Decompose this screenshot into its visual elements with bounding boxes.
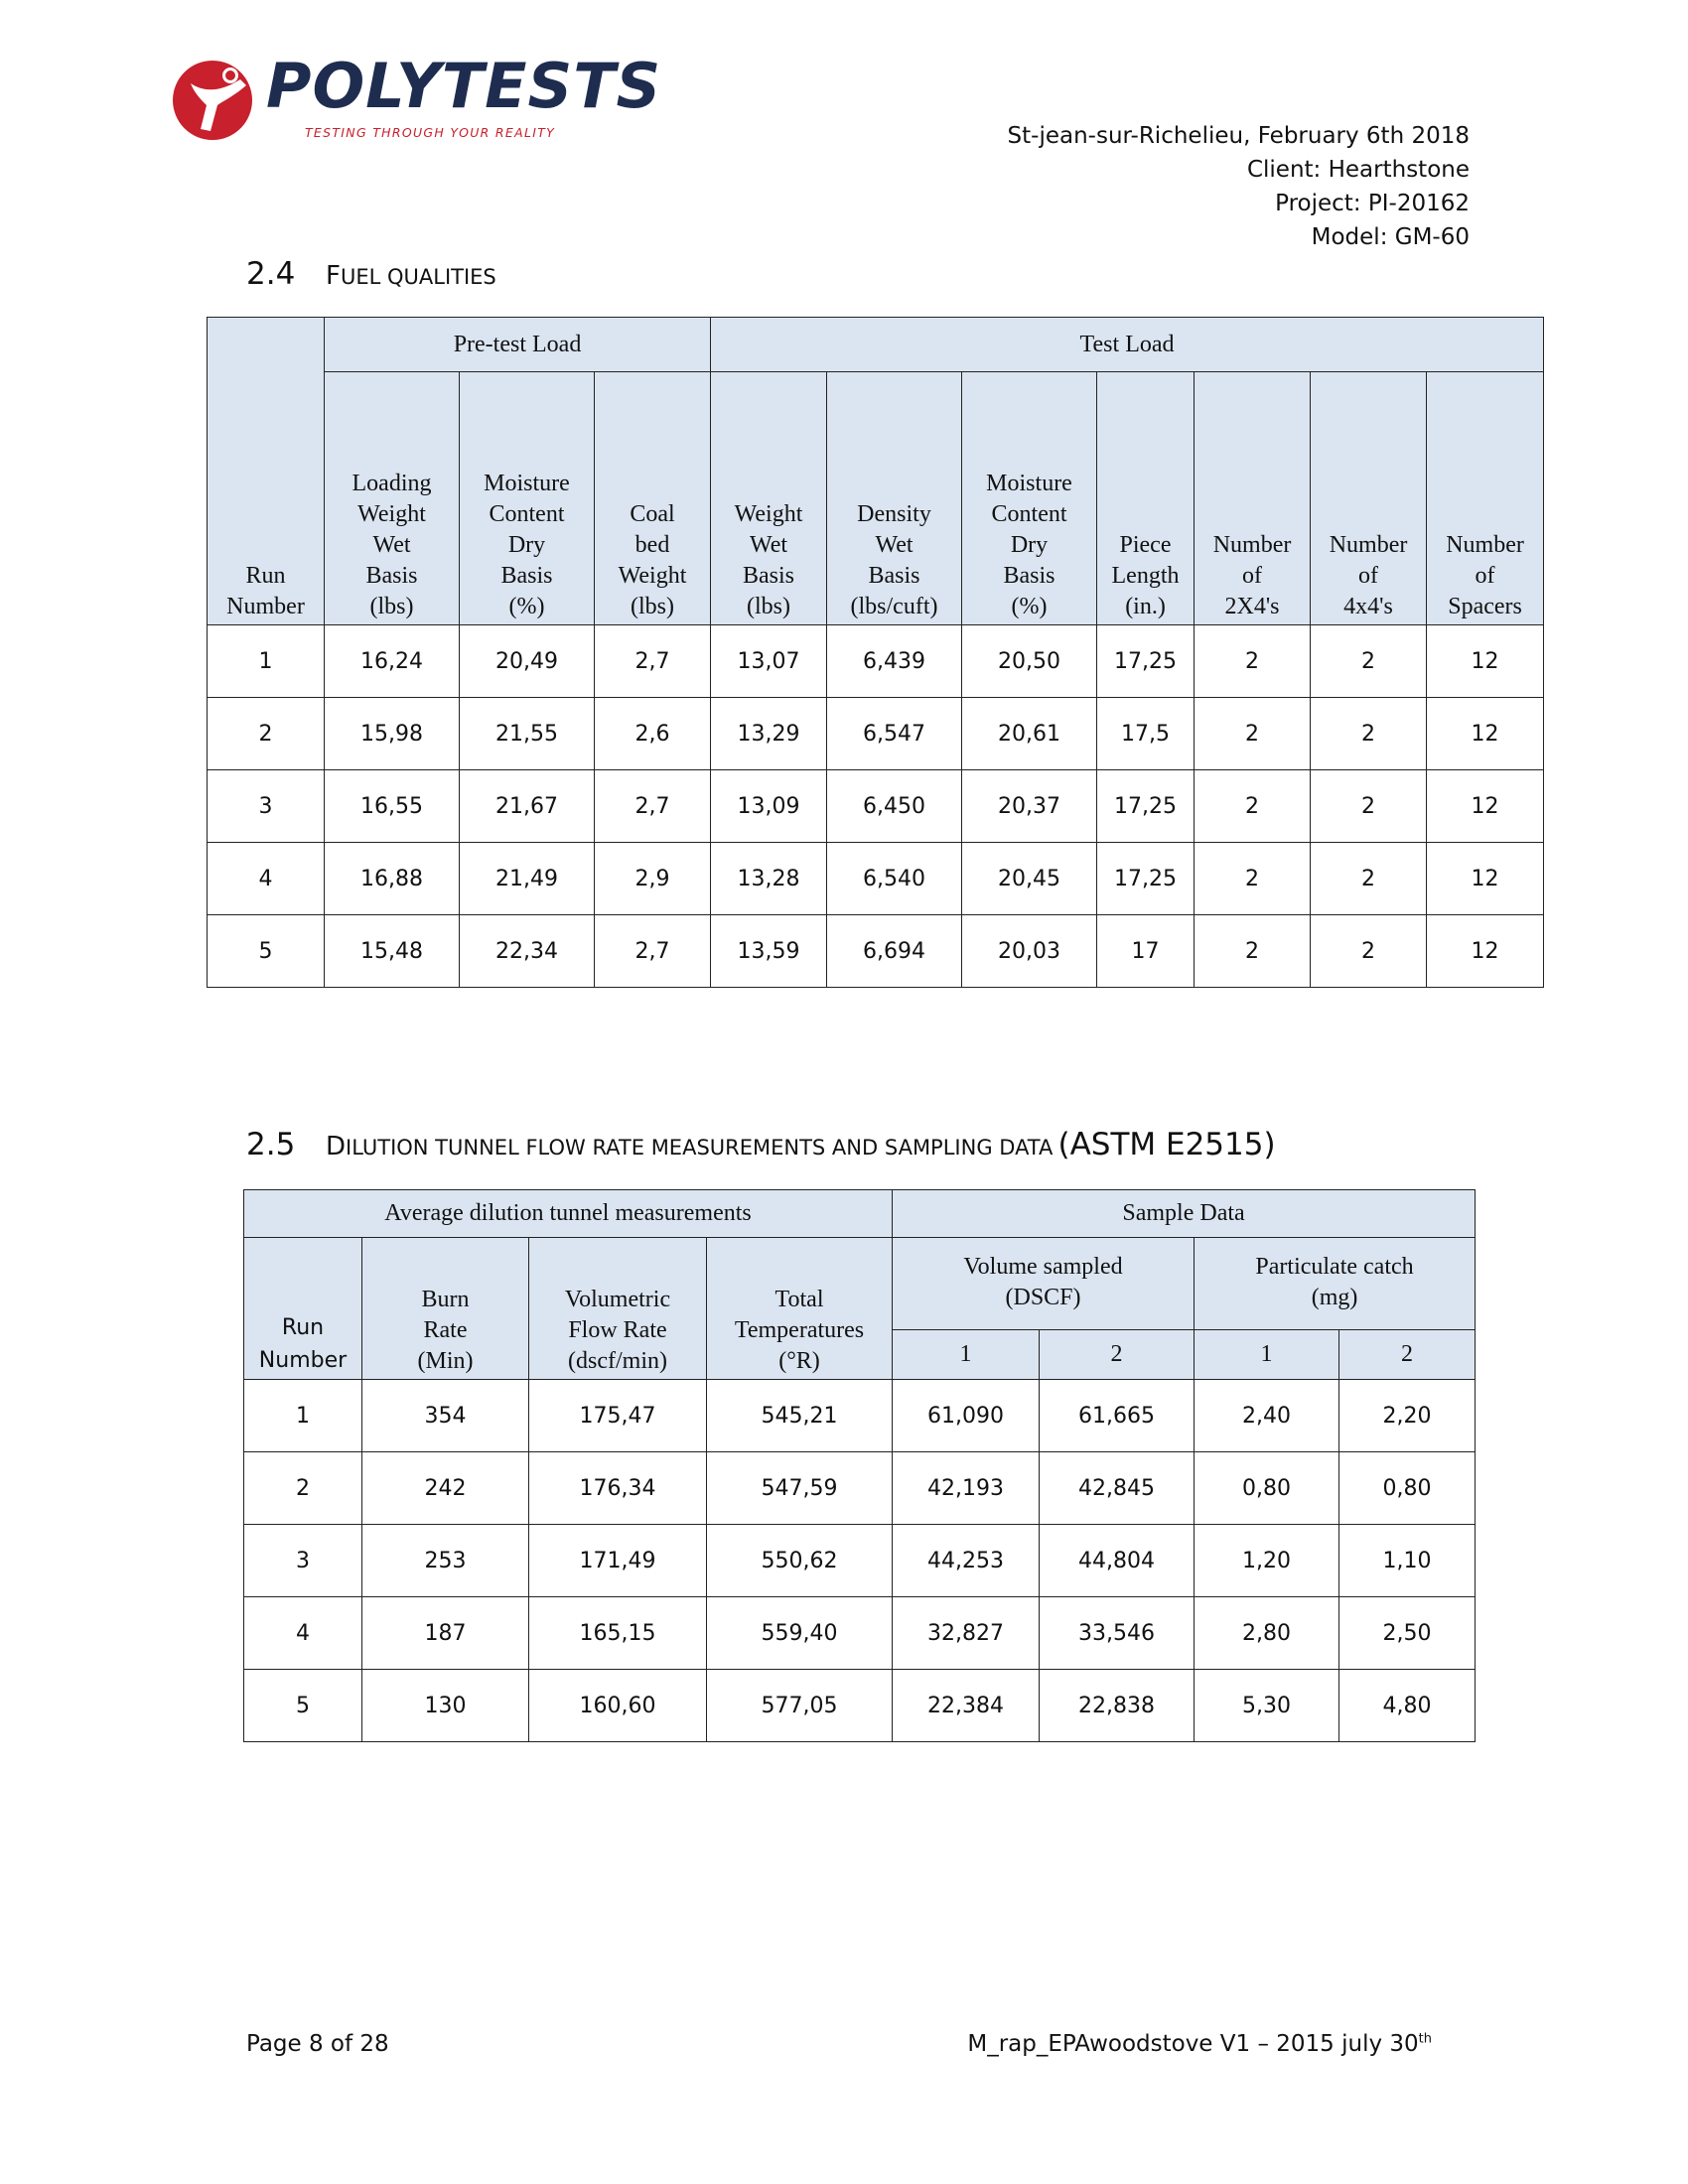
- table-cell: 2: [1311, 843, 1427, 915]
- table-cell: 20,03: [962, 915, 1097, 988]
- subcolumn-header: 2: [1339, 1330, 1476, 1380]
- table-cell: 44,804: [1040, 1525, 1195, 1597]
- table-cell: 2: [1195, 843, 1311, 915]
- section-title-initial: D: [326, 1132, 347, 1161]
- table-cell: 2: [1311, 770, 1427, 843]
- table-cell: 6,694: [827, 915, 962, 988]
- table-row: [244, 1525, 1476, 1597]
- table-row: [244, 1452, 1476, 1525]
- table-cell: 16,88: [325, 843, 460, 915]
- table-cell: 61,090: [893, 1380, 1040, 1452]
- table-cell: 2,40: [1195, 1380, 1339, 1452]
- table-cell: 5: [244, 1670, 362, 1742]
- table-cell: 2,9: [595, 843, 711, 915]
- dilution-tunnel-table: [243, 1189, 1476, 1742]
- table-row: [208, 915, 1544, 988]
- table-cell: 559,40: [707, 1597, 893, 1670]
- table-cell: 2: [1311, 625, 1427, 698]
- polytests-logo: [171, 50, 662, 145]
- column-header-volume-sampled: Volume sampled (DSCF): [893, 1238, 1195, 1330]
- section-title-dilution-tunnel: [246, 1127, 1276, 1162]
- column-header: Number of Spacers: [1427, 372, 1544, 625]
- table-row: [208, 770, 1544, 843]
- table-cell: 2,7: [595, 915, 711, 988]
- model-label: Model: GM-60: [1311, 224, 1470, 250]
- table-cell: 5,30: [1195, 1670, 1339, 1742]
- table-cell: 4: [208, 843, 325, 915]
- subcolumn-header: 1: [893, 1330, 1040, 1380]
- table-row: [244, 1670, 1476, 1742]
- column-header: Density Wet Basis (lbs/cuft): [827, 372, 962, 625]
- table-cell: 13,07: [711, 625, 827, 698]
- table-cell: 17,25: [1097, 843, 1195, 915]
- table-cell: 17,25: [1097, 625, 1195, 698]
- section-number: 2.5: [246, 1127, 296, 1162]
- table-cell: 2,6: [595, 698, 711, 770]
- table-cell: 2,7: [595, 770, 711, 843]
- header-info: [1008, 119, 1470, 254]
- table-cell: 20,50: [962, 625, 1097, 698]
- table-cell: 160,60: [529, 1670, 707, 1742]
- table-cell: 17,5: [1097, 698, 1195, 770]
- table-cell: 22,838: [1040, 1670, 1195, 1742]
- section-title-text: UEL QUALITIES: [340, 265, 496, 289]
- table-cell: 44,253: [893, 1525, 1040, 1597]
- table-cell: 12: [1427, 770, 1544, 843]
- project-label: Project: PI-20162: [1275, 191, 1470, 216]
- table-cell: 21,55: [460, 698, 595, 770]
- section-title-text: ILUTION TUNNEL FLOW RATE MEASUREMENTS AND SAMPLING DATA: [346, 1136, 1054, 1160]
- table-cell: 15,48: [325, 915, 460, 988]
- table-cell: 12: [1427, 915, 1544, 988]
- table-header-group-row: [208, 318, 1544, 372]
- section-number: 2.4: [246, 256, 296, 292]
- table-cell: 12: [1427, 843, 1544, 915]
- table-cell: 6,439: [827, 625, 962, 698]
- table-cell: 12: [1427, 698, 1544, 770]
- table-cell: 2: [208, 698, 325, 770]
- section-title-initial: F: [326, 261, 341, 291]
- column-header: Loading Weight Wet Basis (lbs): [325, 372, 460, 625]
- table-cell: 187: [362, 1597, 529, 1670]
- table-cell: 12: [1427, 625, 1544, 698]
- table-cell: 20,49: [460, 625, 595, 698]
- subcolumn-header: 2: [1040, 1330, 1195, 1380]
- table-row: [244, 1597, 1476, 1670]
- table-cell: 20,61: [962, 698, 1097, 770]
- table-cell: 2,80: [1195, 1597, 1339, 1670]
- fuel-qualities-table: [207, 317, 1544, 988]
- table-cell: 577,05: [707, 1670, 893, 1742]
- column-header: Number of 4x4's: [1311, 372, 1427, 625]
- table-cell: 2: [1195, 625, 1311, 698]
- table-cell: 2: [1195, 770, 1311, 843]
- brand-tagline: TESTING THROUGH YOUR REALITY: [305, 125, 556, 140]
- table-cell: 354: [362, 1380, 529, 1452]
- document-reference-text: M_rap_EPAwoodstove V1 – 2015 july 30: [967, 2031, 1419, 2057]
- table-cell: 42,845: [1040, 1452, 1195, 1525]
- location-date: St-jean-sur-Richelieu, February 6th 2018: [1007, 123, 1470, 149]
- table-cell: 42,193: [893, 1452, 1040, 1525]
- table-cell: 2: [1311, 915, 1427, 988]
- table-header-group-row: [244, 1190, 1476, 1238]
- table-cell: 3: [244, 1525, 362, 1597]
- table-cell: 16,24: [325, 625, 460, 698]
- document-reference: [967, 2031, 1432, 2057]
- section-title-fuel-qualities: [246, 256, 496, 292]
- table-cell: 545,21: [707, 1380, 893, 1452]
- table-cell: 6,547: [827, 698, 962, 770]
- table-cell: 13,59: [711, 915, 827, 988]
- table-cell: 3: [208, 770, 325, 843]
- table-cell: 22,384: [893, 1670, 1040, 1742]
- group-header-sample: Sample Data: [893, 1190, 1476, 1238]
- group-header-test: Test Load: [711, 318, 1544, 372]
- table-row: [208, 698, 1544, 770]
- table-cell: 1,10: [1339, 1525, 1476, 1597]
- column-header-particulate-catch: Particulate catch (mg): [1195, 1238, 1476, 1330]
- column-header: Moisture Content Dry Basis (%): [460, 372, 595, 625]
- table-cell: 13,28: [711, 843, 827, 915]
- polytests-logo-mark-icon: [171, 56, 260, 145]
- column-header-flow-rate: Volumetric Flow Rate (dscf/min): [529, 1238, 707, 1380]
- brand-name: POLYTESTS: [266, 50, 662, 122]
- client-label: Client: Hearthstone: [1246, 157, 1470, 183]
- table-cell: 165,15: [529, 1597, 707, 1670]
- table-row: [208, 625, 1544, 698]
- table-cell: 6,450: [827, 770, 962, 843]
- table-cell: 13,09: [711, 770, 827, 843]
- group-header-average: Average dilution tunnel measurements: [244, 1190, 893, 1238]
- table-cell: 21,49: [460, 843, 595, 915]
- table-cell: 21,67: [460, 770, 595, 843]
- table-cell: 2: [1311, 698, 1427, 770]
- table-header-row: [208, 372, 1544, 625]
- column-header: Piece Length (in.): [1097, 372, 1195, 625]
- table-cell: 130: [362, 1670, 529, 1742]
- table-cell: 2: [1195, 698, 1311, 770]
- table-cell: 61,665: [1040, 1380, 1195, 1452]
- table-cell: 2,7: [595, 625, 711, 698]
- table-cell: 5: [208, 915, 325, 988]
- table-cell: 15,98: [325, 698, 460, 770]
- table-cell: 2: [244, 1452, 362, 1525]
- group-header-pretest: Pre-test Load: [325, 318, 711, 372]
- table-cell: 16,55: [325, 770, 460, 843]
- table-row: [244, 1380, 1476, 1452]
- table-cell: 253: [362, 1525, 529, 1597]
- subcolumn-header: 1: [1195, 1330, 1339, 1380]
- column-header: Weight Wet Basis (lbs): [711, 372, 827, 625]
- table-cell: 2,20: [1339, 1380, 1476, 1452]
- table-cell: 6,540: [827, 843, 962, 915]
- table-header-row: [244, 1238, 1476, 1330]
- table-cell: 2: [1195, 915, 1311, 988]
- table-cell: 17,25: [1097, 770, 1195, 843]
- table-cell: 13,29: [711, 698, 827, 770]
- table-cell: 20,37: [962, 770, 1097, 843]
- table-cell: 1,20: [1195, 1525, 1339, 1597]
- table-cell: 22,34: [460, 915, 595, 988]
- table-cell: 171,49: [529, 1525, 707, 1597]
- table-cell: 4: [244, 1597, 362, 1670]
- table-cell: 20,45: [962, 843, 1097, 915]
- table-cell: 32,827: [893, 1597, 1040, 1670]
- column-header: Coal bed Weight (lbs): [595, 372, 711, 625]
- column-header: Moisture Content Dry Basis (%): [962, 372, 1097, 625]
- column-header: Run Number: [208, 318, 325, 625]
- document-reference-sup: th: [1418, 2031, 1432, 2047]
- column-header-burn-rate: Burn Rate (Min): [362, 1238, 529, 1380]
- table-cell: 547,59: [707, 1452, 893, 1525]
- table-cell: 33,546: [1040, 1597, 1195, 1670]
- column-header: Number of 2X4's: [1195, 372, 1311, 625]
- table-cell: 176,34: [529, 1452, 707, 1525]
- table-cell: 175,47: [529, 1380, 707, 1452]
- table-cell: 550,62: [707, 1525, 893, 1597]
- table-cell: 2,50: [1339, 1597, 1476, 1670]
- table-cell: 0,80: [1195, 1452, 1339, 1525]
- page-number: Page 8 of 28: [246, 2031, 389, 2057]
- column-header-total-temp: Total Temperatures (°R): [707, 1238, 893, 1380]
- section-title-suffix: (ASTM E2515): [1057, 1127, 1276, 1162]
- column-header-run: Run Number: [244, 1238, 362, 1380]
- table-cell: 17: [1097, 915, 1195, 988]
- table-cell: 4,80: [1339, 1670, 1476, 1742]
- table-cell: 1: [208, 625, 325, 698]
- table-cell: 242: [362, 1452, 529, 1525]
- table-cell: 1: [244, 1380, 362, 1452]
- table-cell: 0,80: [1339, 1452, 1476, 1525]
- table-row: [208, 843, 1544, 915]
